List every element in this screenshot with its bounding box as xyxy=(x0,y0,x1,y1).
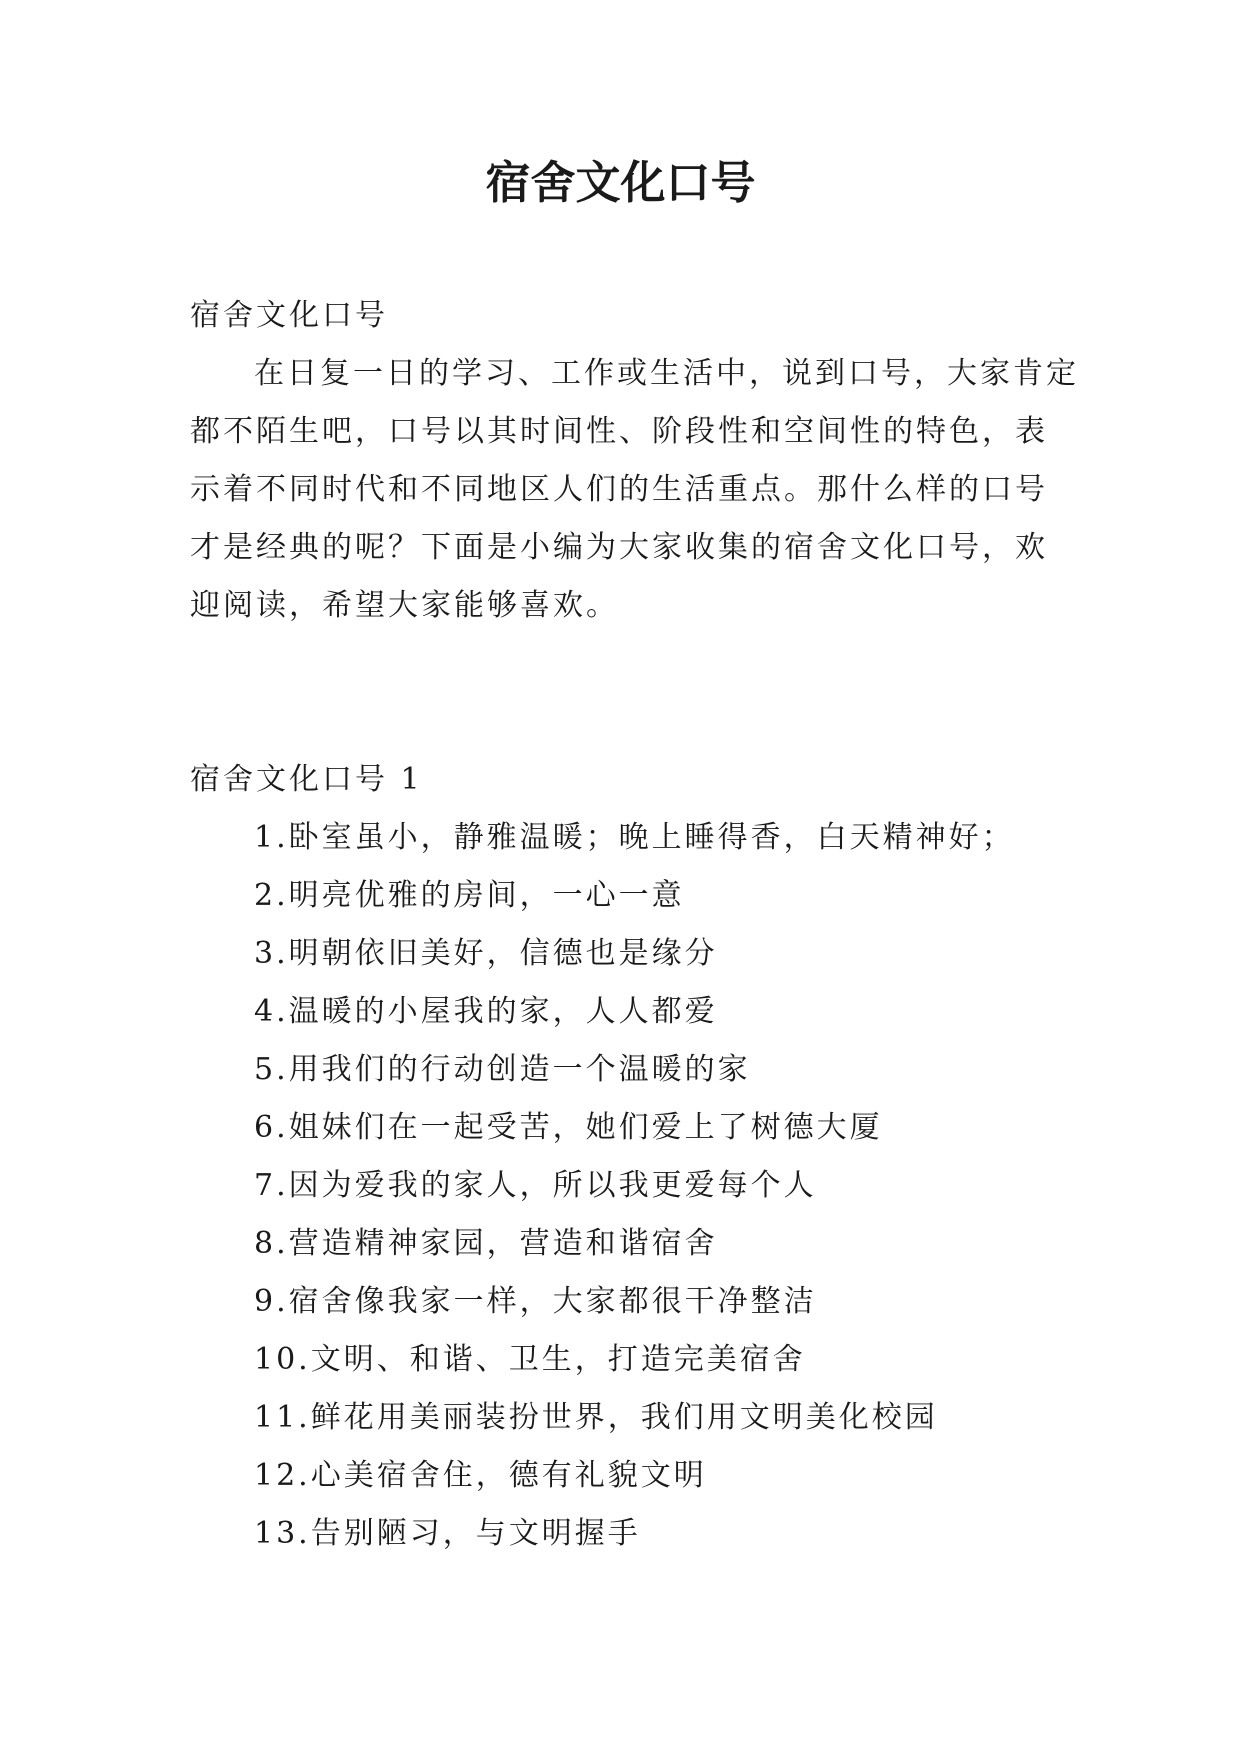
section-heading: 宿舍文化口号 1 xyxy=(190,762,423,797)
list-item: 7.因为爱我的家人，所以我更爱每个人 xyxy=(254,1168,817,1203)
slogan-list xyxy=(190,809,1080,1563)
list-item: 13.告别陋习，与文明握手 xyxy=(254,1516,641,1551)
document-title: 宿舍文化口号 xyxy=(485,156,756,209)
list-item: 10.文明、和谐、卫生，打造完美宿舍 xyxy=(254,1342,806,1377)
list-item: 2.明亮优雅的房间，一心一意 xyxy=(254,878,685,913)
list-item: 9.宿舍像我家一样，大家都很干净整洁 xyxy=(254,1284,817,1319)
list-item: 4.温暖的小屋我的家，人人都爱 xyxy=(254,994,718,1029)
list-item: 11.鲜花用美丽装扮世界，我们用文明美化校园 xyxy=(254,1400,938,1435)
list-item: 3.明朝依旧美好，信德也是缘分 xyxy=(254,936,718,971)
list-item: 6.姐妹们在一起受苦，她们爱上了树德大厦 xyxy=(254,1110,883,1145)
list-item: 12.心美宿舍住，德有礼貌文明 xyxy=(254,1458,707,1493)
list-item: 5.用我们的行动创造一个温暖的家 xyxy=(254,1052,751,1087)
intro-paragraph: 在日复一日的学习、工作或生活中，说到口号，大家肯定都不陌生吧，口号以其时间性、阶段性和空间性的特色，表示着不同时代和不同地区人们的生活重点。那什么样的口号才是经典的呢？下面是小编为大家收集的宿舍文化口号，欢迎阅读，希望大家能够喜欢。 xyxy=(190,356,1079,623)
list-item: 8.营造精神家园，营造和谐宿舍 xyxy=(254,1226,718,1261)
intro-heading: 宿舍文化口号 xyxy=(190,298,388,333)
section-spacer xyxy=(190,635,1080,751)
document-body xyxy=(190,287,1080,1563)
list-item: 1.卧室虽小，静雅温暖；晚上睡得香，白天精神好； xyxy=(254,820,1015,855)
